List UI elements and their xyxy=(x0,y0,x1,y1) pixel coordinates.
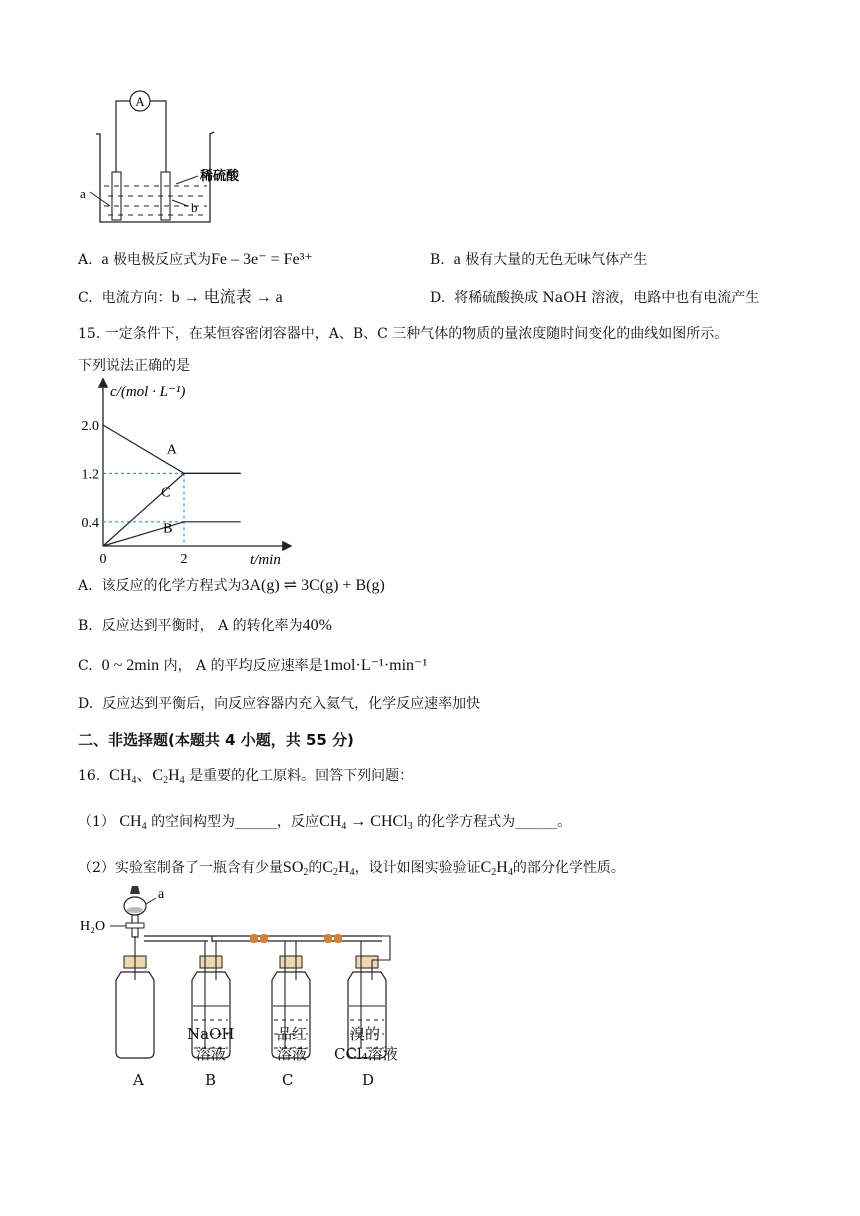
q15-stem-line1: 15. 一定条件下，在某恒容密闭容器中，A、B、C 三种气体的物质的量浓度随时间变化的曲线如图所示。 xyxy=(78,326,729,342)
galvanic-cell-figure xyxy=(70,82,270,232)
bottle-b-letter: B xyxy=(205,1071,217,1089)
bottle-c-letter: C xyxy=(282,1071,294,1089)
q14-option-a: A. a 极电极反应式为Fe – 3e⁻ = Fe³⁺ xyxy=(78,251,313,268)
q15-stem-line2: 下列说法正确的是 xyxy=(78,358,190,374)
bottle-b-label-1: NaOH xyxy=(187,1025,235,1043)
q16-stem: 16. $CH_4$、$C_2H_4$ 是重要的化工原料。回答下列问题： xyxy=(78,767,414,786)
x-axis-label: t/min xyxy=(250,552,281,568)
series-label-a: A xyxy=(166,442,177,458)
electrode-a-label: a xyxy=(80,186,86,201)
bottle-d-label-2: CCl₄溶液 xyxy=(334,1045,398,1063)
bottle-c-label-1: 品红 xyxy=(277,1025,308,1043)
q16-part1: （1） $CH_4$ 的空间构型为______，反应$CH_4$ → CHCl$_3$ 的化学方程式为______。 xyxy=(78,813,572,832)
q14-option-c: C. 电流方向：b → 电流表 → a xyxy=(78,289,283,306)
section-2-title: 二、非选择题(本题共 4 小题，共 55 分) xyxy=(78,731,354,749)
valve-label: a xyxy=(158,887,165,902)
concentration-chart xyxy=(70,372,300,572)
q15-option-a: A. 该反应的化学方程式为3A(g) ⇌ 3C(g) + B(g) xyxy=(78,577,385,594)
y-axis-label: c/(mol · L⁻¹) xyxy=(110,384,186,400)
bottle-a-letter: A xyxy=(133,1071,144,1089)
bottle-c-label-2: 溶液 xyxy=(277,1045,308,1063)
q15-option-b: B. 反应达到平衡时， A 的转化率为40% xyxy=(78,617,332,634)
acid-label: 稀硫酸 xyxy=(200,169,240,184)
bottle-d-label-1: 溴的 xyxy=(350,1025,381,1043)
q14-option-b: B. a 极有大量的无色无味气体产生 xyxy=(430,251,648,268)
y-tick-2.0: 2.0 xyxy=(81,419,99,434)
x-tick-0: 0 xyxy=(99,552,107,567)
y-tick-0.4: 0.4 xyxy=(81,515,99,531)
water-label: H₂O xyxy=(80,919,106,934)
bottle-d-letter: D xyxy=(362,1071,375,1089)
bottle-a xyxy=(116,936,154,1058)
y-tick-1.2: 1.2 xyxy=(81,467,99,483)
x-tick-2: 2 xyxy=(180,552,188,567)
q15-option-c: C. 0 ~ 2min 内， A 的平均反应速率是1mol·L⁻¹·min⁻¹ xyxy=(78,657,428,674)
series-label-c: C xyxy=(161,485,171,501)
series-label-b: B xyxy=(163,521,173,537)
q14-option-d: D. 将稀硫酸换成 NaOH 溶液，电路中也有电流产生 xyxy=(430,290,760,306)
electrode-b-label: b xyxy=(191,200,198,215)
bottle-b-label-2: 溶液 xyxy=(196,1045,227,1063)
q16-part2: （2）实验室制备了一瓶含有少量$SO_2$的$C_2H_4$，设计如图实验验证$C_2H_4$的部分化学性质。 xyxy=(78,859,625,878)
ammeter-label: A xyxy=(135,94,145,109)
q15-option-d: D. 反应达到平衡后，向反应容器内充入氦气，化学反应速率加快 xyxy=(78,696,481,712)
